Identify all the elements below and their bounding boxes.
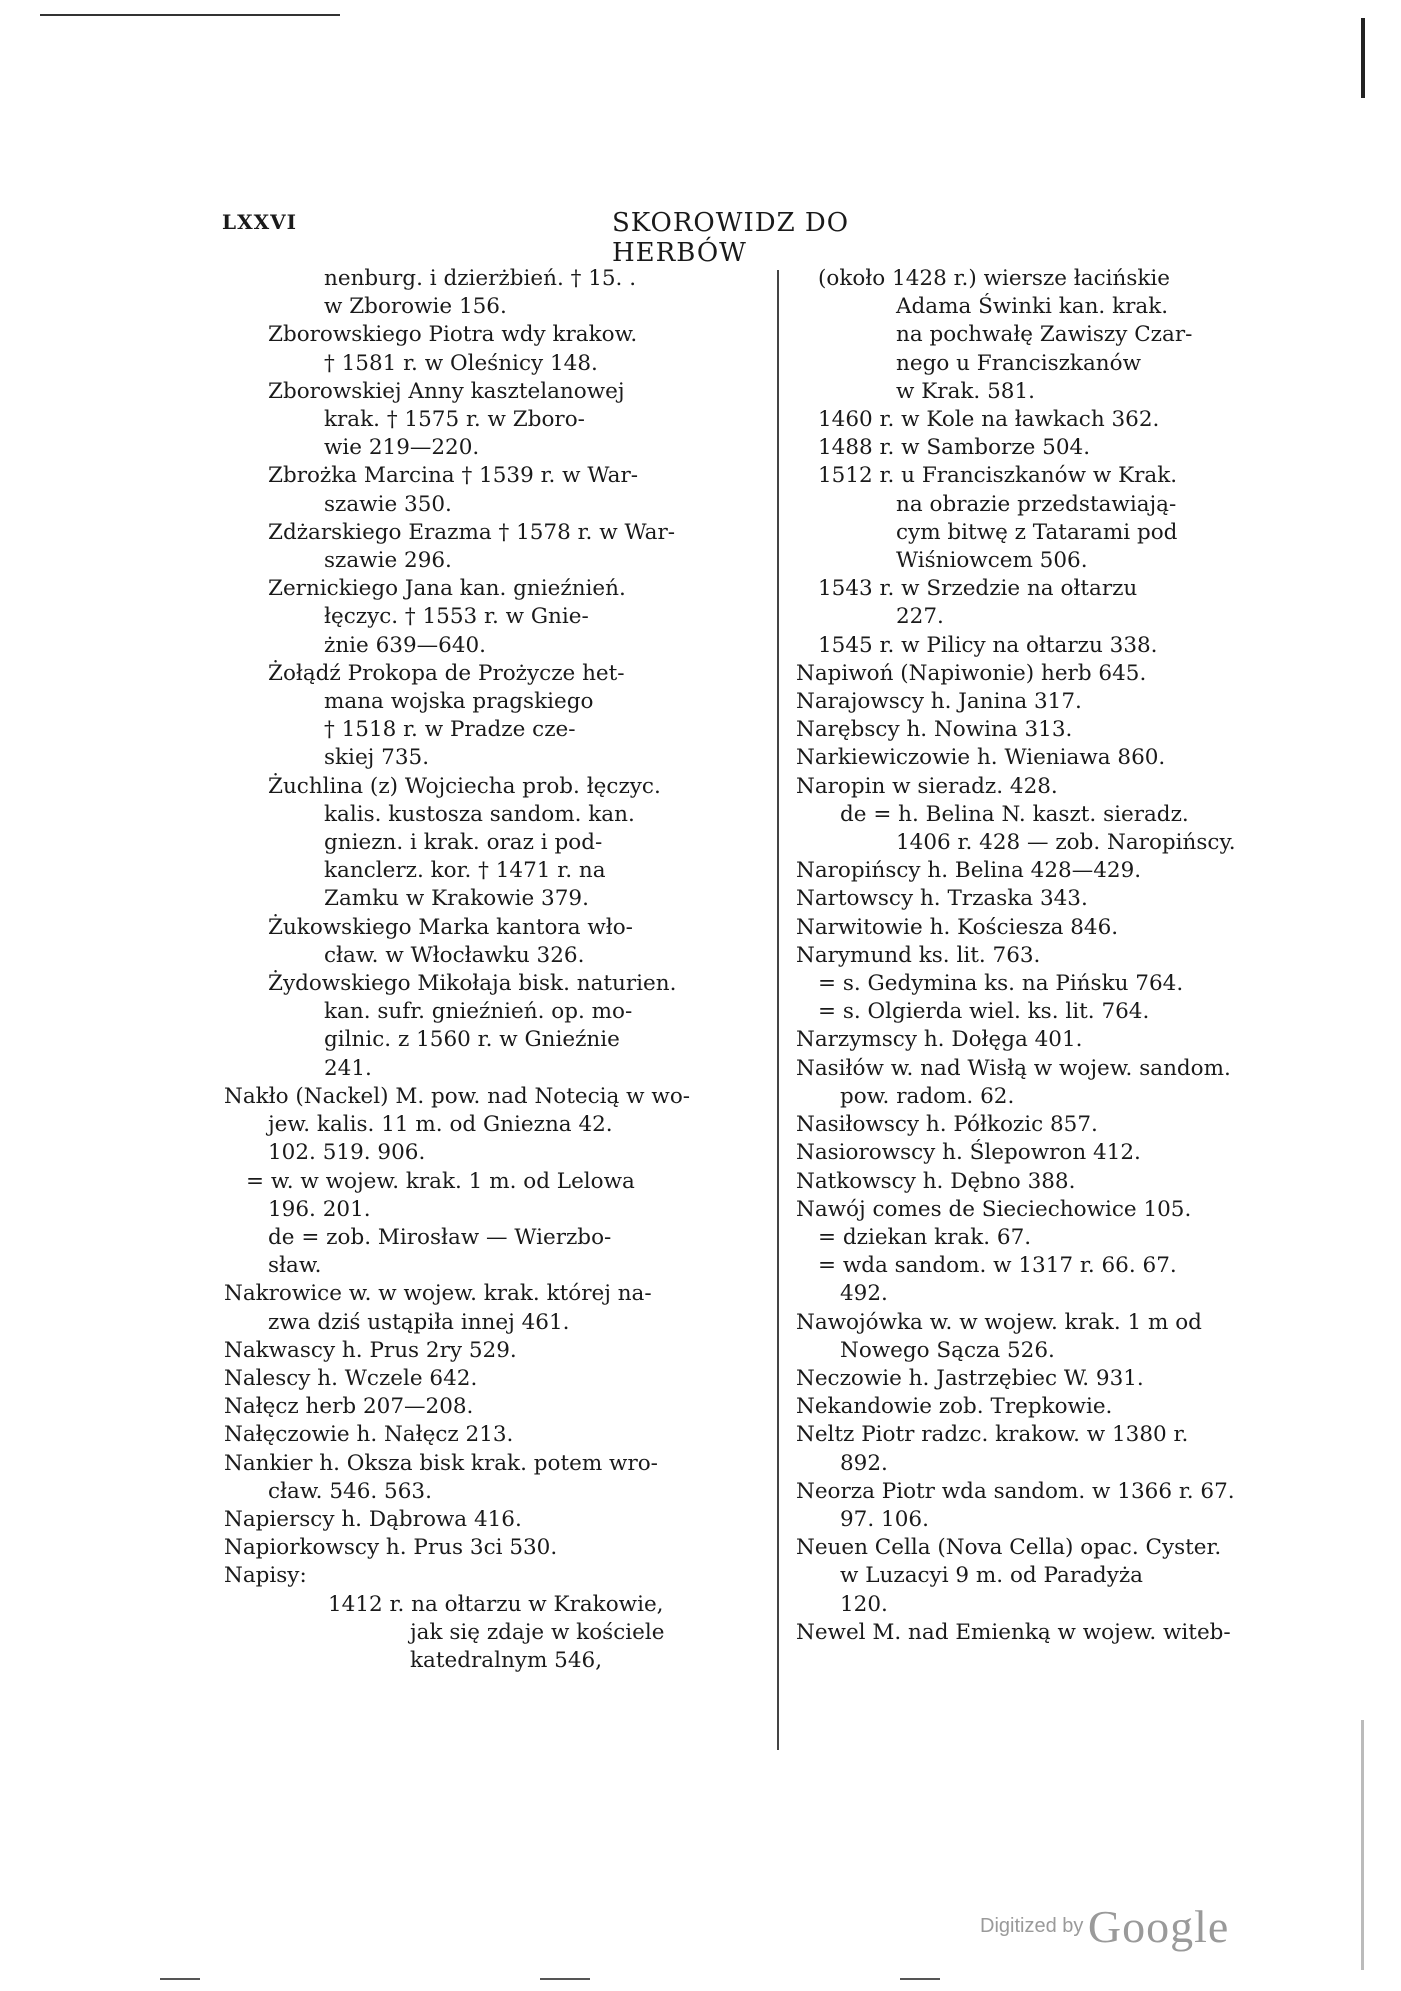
index-entry-head: Narwitowie h. Kościesza 846. bbox=[796, 914, 1119, 940]
index-line: skiej 735. bbox=[324, 745, 430, 771]
index-line: 1412 r. na ołtarzu w Krakowie, bbox=[328, 1591, 664, 1617]
index-line: 1512 r. u Franciszkanów w Krak. bbox=[818, 463, 1178, 489]
index-line: Zbrożka Marcina † 1539 r. w War- bbox=[268, 463, 639, 489]
index-entry-head: Narkiewiczowie h. Wieniawa 860. bbox=[796, 745, 1166, 771]
index-line: szawie 350. bbox=[324, 491, 452, 517]
index-entry-head: Narzymscy h. Dołęga 401. bbox=[796, 1027, 1083, 1053]
index-entry-head: Nasiorowscy h. Ślepowron 412. bbox=[796, 1140, 1141, 1166]
index-entry-head: Nakwascy h. Prus 2ry 529. bbox=[224, 1337, 517, 1363]
index-entry-head: Nałęczowie h. Nałęcz 213. bbox=[224, 1422, 514, 1448]
index-entry-head: Nawojówka w. w wojew. krak. 1 m od bbox=[796, 1309, 1202, 1335]
index-line: † 1518 r. w Pradze cze- bbox=[324, 717, 576, 743]
index-line: Zdżarskiego Erazma † 1578 r. w War- bbox=[268, 519, 676, 545]
column-divider bbox=[777, 270, 779, 1750]
index-line: kan. sufr. gnieźnień. op. mo- bbox=[324, 999, 633, 1025]
index-line: Zernickiego Jana kan. gnieźnień. bbox=[268, 576, 626, 602]
index-entry-head: Natkowscy h. Dębno 388. bbox=[796, 1168, 1076, 1194]
index-line: = w. w wojew. krak. 1 m. od Lelowa bbox=[246, 1168, 635, 1194]
index-entry-head: Neuen Cella (Nova Cella) opac. Cyster. bbox=[796, 1535, 1222, 1561]
index-entry-head: Napisy: bbox=[224, 1563, 307, 1589]
index-entry-head: Nałęcz herb 207—208. bbox=[224, 1394, 474, 1420]
index-line: 120. bbox=[840, 1591, 888, 1617]
index-line: łęczyc. † 1553 r. w Gnie- bbox=[324, 604, 589, 630]
index-entry-head: Narymund ks. lit. 763. bbox=[796, 942, 1041, 968]
index-line: 227. bbox=[896, 604, 944, 630]
index-entry-head: Neltz Piotr radzc. krakow. w 1380 r. bbox=[796, 1422, 1189, 1448]
index-entry-head: Nekandowie zob. Trepkowie. bbox=[796, 1394, 1113, 1420]
index-entry-head: Neorza Piotr wda sandom. w 1366 r. 67. bbox=[796, 1478, 1235, 1504]
index-line: jew. kalis. 11 m. od Gniezna 42. bbox=[268, 1112, 613, 1138]
index-entry-head: Nartowscy h. Trzaska 343. bbox=[796, 886, 1088, 912]
index-line: Żołądź Prokopa de Prożycze het- bbox=[268, 660, 625, 686]
index-line: zwa dziś ustąpiła innej 461. bbox=[268, 1309, 570, 1335]
page-edge-mark bbox=[1361, 18, 1365, 98]
google-logo: Google bbox=[1087, 1901, 1230, 1952]
index-line: = s. Gedymina ks. na Pińsku 764. bbox=[818, 971, 1184, 997]
index-line: de = h. Belina N. kaszt. sieradz. bbox=[840, 801, 1189, 827]
index-line: Zborowskiej Anny kasztelanowej bbox=[268, 378, 625, 404]
index-line: 1488 r. w Samborze 504. bbox=[818, 435, 1091, 461]
right-column bbox=[796, 265, 1326, 1647]
digitization-watermark bbox=[980, 1900, 1229, 1953]
index-line: Zborowskiego Piotra wdy krakow. bbox=[268, 322, 638, 348]
index-line: na pochwałę Zawiszy Czar- bbox=[896, 322, 1193, 348]
index-line: de = zob. Mirosław — Wierzbo- bbox=[268, 1224, 612, 1250]
index-line: cław. w Włocławku 326. bbox=[324, 942, 585, 968]
index-line: = s. Olgierda wiel. ks. lit. 764. bbox=[818, 999, 1150, 1025]
index-line: † 1581 r. w Oleśnicy 148. bbox=[324, 350, 598, 376]
index-line: wie 219—220. bbox=[324, 435, 480, 461]
index-line: kalis. kustosza sandom. kan. bbox=[324, 801, 635, 827]
page-number: LXXVI bbox=[222, 210, 297, 234]
index-line: katedralnym 546, bbox=[410, 1647, 603, 1673]
index-entry-head: Nalescy h. Wczele 642. bbox=[224, 1365, 478, 1391]
index-line: Żuchlina (z) Wojciecha prob. łęczyc. bbox=[268, 773, 661, 799]
digitized-by-label: Digitized by bbox=[980, 1915, 1084, 1937]
index-line: (około 1428 r.) wiersze łacińskie bbox=[818, 266, 1170, 291]
index-line: Nowego Sącza 526. bbox=[840, 1337, 1055, 1363]
index-entry-head: Napiorkowscy h. Prus 3ci 530. bbox=[224, 1535, 558, 1561]
index-line: gniezn. i krak. oraz i pod- bbox=[324, 830, 603, 856]
index-line: cym bitwę z Tatarami pod bbox=[896, 519, 1178, 545]
index-line: 97. 106. bbox=[840, 1506, 929, 1532]
index-line: szawie 296. bbox=[324, 548, 452, 574]
index-entry-head: Newel M. nad Emienką w wojew. witeb- bbox=[796, 1619, 1231, 1645]
index-line: Żukowskiego Marka kantora wło- bbox=[268, 914, 633, 940]
index-line: na obrazie przedstawiają- bbox=[896, 491, 1177, 517]
index-entry-head: Narębscy h. Nowina 313. bbox=[796, 717, 1073, 743]
index-line: 1460 r. w Kole na ławkach 362. bbox=[818, 407, 1160, 433]
index-line: 102. 519. 906. bbox=[268, 1140, 426, 1166]
left-column bbox=[224, 265, 764, 1675]
index-line: 241. bbox=[324, 1055, 372, 1081]
top-rule bbox=[40, 14, 340, 16]
index-line: 1543 r. w Srzedzie na ołtarzu bbox=[818, 576, 1138, 602]
index-line: Zamku w Krakowie 379. bbox=[324, 886, 589, 912]
index-line: gilnic. z 1560 r. w Gnieźnie bbox=[324, 1027, 620, 1053]
index-line: Żydowskiego Mikołaja bisk. naturien. bbox=[268, 971, 677, 997]
index-line: nego u Franciszkanów bbox=[896, 350, 1141, 376]
index-entry-head: Narajowscy h. Janina 317. bbox=[796, 689, 1082, 715]
index-entry-head: Nakło (Nackel) M. pow. nad Notecią w wo- bbox=[224, 1083, 691, 1109]
page-edge-mark-lower bbox=[1361, 1720, 1364, 1970]
index-line: krak. † 1575 r. w Zboro- bbox=[324, 407, 585, 433]
index-line: = wda sandom. w 1317 r. 66. 67. bbox=[818, 1253, 1177, 1279]
index-entry-head: Nasiłowscy h. Półkozic 857. bbox=[796, 1112, 1098, 1138]
bottom-mark bbox=[540, 1978, 590, 1980]
index-line: pow. radom. 62. bbox=[840, 1083, 1015, 1109]
index-line: mana wojska pragskiego bbox=[324, 689, 594, 715]
index-line: 1406 r. 428 — zob. Naropińscy. bbox=[896, 830, 1236, 856]
index-entry-head: Napiwoń (Napiwonie) herb 645. bbox=[796, 660, 1147, 686]
index-line: 196. 201. bbox=[268, 1196, 371, 1222]
index-line: nenburg. i dzierżbień. † 15. . bbox=[324, 266, 637, 291]
index-line: jak się zdaje w kościele bbox=[410, 1619, 665, 1645]
index-line: = dziekan krak. 67. bbox=[818, 1224, 1032, 1250]
index-entry-head: Napierscy h. Dąbrowa 416. bbox=[224, 1506, 522, 1532]
index-line: w Zborowie 156. bbox=[324, 294, 507, 320]
page-header bbox=[222, 208, 982, 268]
index-line: sław. bbox=[268, 1253, 322, 1279]
bottom-mark bbox=[900, 1978, 940, 1980]
index-line: w Luzacyi 9 m. od Paradyża bbox=[840, 1563, 1143, 1589]
index-entry-head: Nawój comes de Sieciechowice 105. bbox=[796, 1196, 1192, 1222]
index-line: żnie 639—640. bbox=[324, 632, 487, 658]
index-line: w Krak. 581. bbox=[896, 378, 1035, 404]
index-line: kanclerz. kor. † 1471 r. na bbox=[324, 858, 606, 884]
index-line: Wiśniowcem 506. bbox=[896, 548, 1088, 574]
index-entry-head: Nakrowice w. w wojew. krak. której na- bbox=[224, 1281, 652, 1307]
index-entry-head: Naropińscy h. Belina 428—429. bbox=[796, 858, 1142, 884]
index-entry-head: Nasiłów w. nad Wisłą w wojew. sandom. bbox=[796, 1055, 1231, 1081]
index-line: 892. bbox=[840, 1450, 888, 1476]
index-line: 1545 r. w Pilicy na ołtarzu 338. bbox=[818, 632, 1158, 658]
index-line: Adama Świnki kan. krak. bbox=[896, 294, 1169, 320]
index-entry-head: Nankier h. Oksza bisk krak. potem wro- bbox=[224, 1450, 658, 1476]
index-line: 492. bbox=[840, 1281, 888, 1307]
index-line: cław. 546. 563. bbox=[268, 1478, 432, 1504]
running-title: SKOROWIDZ DO HERBÓW bbox=[612, 208, 850, 268]
bottom-mark bbox=[160, 1978, 200, 1980]
index-entry-head: Naropin w sieradz. 428. bbox=[796, 773, 1058, 799]
index-entry-head: Neczowie h. Jastrzębiec W. 931. bbox=[796, 1365, 1144, 1391]
